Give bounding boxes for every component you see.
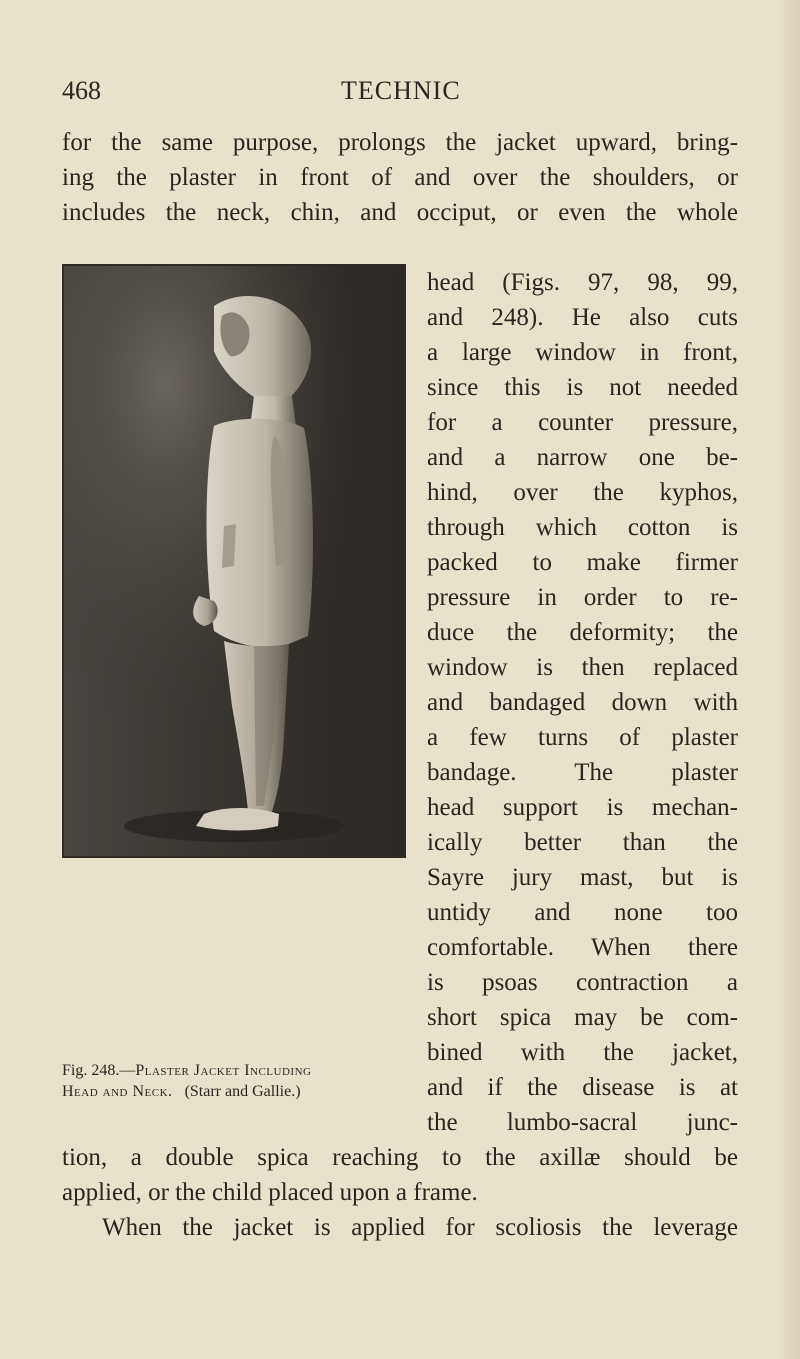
body-line: head (Figs. 97, 98, 99, — [427, 269, 738, 296]
body-line: and bandaged down with — [427, 689, 738, 716]
caption-line-2 — [62, 1081, 406, 1102]
figure-caption — [62, 1060, 406, 1102]
body-line: for the same purpose, prolongs the jacket upward, bring- — [62, 129, 738, 156]
body-line: comfortable. When there — [427, 934, 738, 961]
body-line: short spica may be com- — [427, 1004, 738, 1031]
body-line: tion, a double spica reaching to the axillæ should be — [62, 1144, 738, 1171]
body-line: is psoas contraction a — [427, 969, 738, 996]
body-line: untidy and none too — [427, 899, 738, 926]
page-number: 468 — [62, 76, 101, 105]
body-line: and if the disease is at — [427, 1074, 738, 1101]
page-edge-shadow — [778, 0, 800, 1359]
body-line: Sayre jury mast, but is — [427, 864, 738, 891]
body-line: packed to make firmer — [427, 549, 738, 576]
caption-figure-label: Fig. 248.— — [62, 1062, 136, 1079]
body-line: bined with the jacket, — [427, 1039, 738, 1066]
running-head — [62, 76, 762, 110]
body-line: ing the plaster in front of and over the shoulders, or — [62, 164, 738, 191]
running-title: TECHNIC — [341, 76, 461, 105]
body-line: ically better than the — [427, 829, 738, 856]
body-line: and 248). He also cuts — [427, 304, 738, 331]
caption-title: Plaster Jacket Including — [135, 1062, 312, 1079]
caption-title-cont: Head and Neck. — [62, 1083, 173, 1100]
caption-source: (Starr and Gallie.) — [184, 1083, 301, 1100]
body-line: bandage. The plaster — [427, 759, 738, 786]
figure-photo — [62, 264, 406, 858]
body-line: and a narrow one be- — [427, 444, 738, 471]
body-line: a few turns of plaster — [427, 724, 738, 751]
body-line: When the jacket is applied for scoliosis the leverage — [102, 1214, 738, 1241]
body-line: since this is not needed — [427, 374, 738, 401]
body-line: through which cotton is — [427, 514, 738, 541]
body-line: for a counter pressure, — [427, 409, 738, 436]
body-line: duce the deformity; the — [427, 619, 738, 646]
body-line: window is then replaced — [427, 654, 738, 681]
caption-line-1 — [62, 1060, 406, 1081]
body-line: the lumbo-sacral junc- — [427, 1109, 738, 1136]
photo-child-plaster-jacket-icon — [64, 266, 404, 856]
body-line: head support is mechan- — [427, 794, 738, 821]
body-line: pressure in order to re- — [427, 584, 738, 611]
body-line: includes the neck, chin, and occiput, or even the whole — [62, 199, 738, 226]
body-line: hind, over the kyphos, — [427, 479, 738, 506]
body-line: applied, or the child placed upon a frame. — [62, 1179, 478, 1206]
body-line: a large window in front, — [427, 339, 738, 366]
